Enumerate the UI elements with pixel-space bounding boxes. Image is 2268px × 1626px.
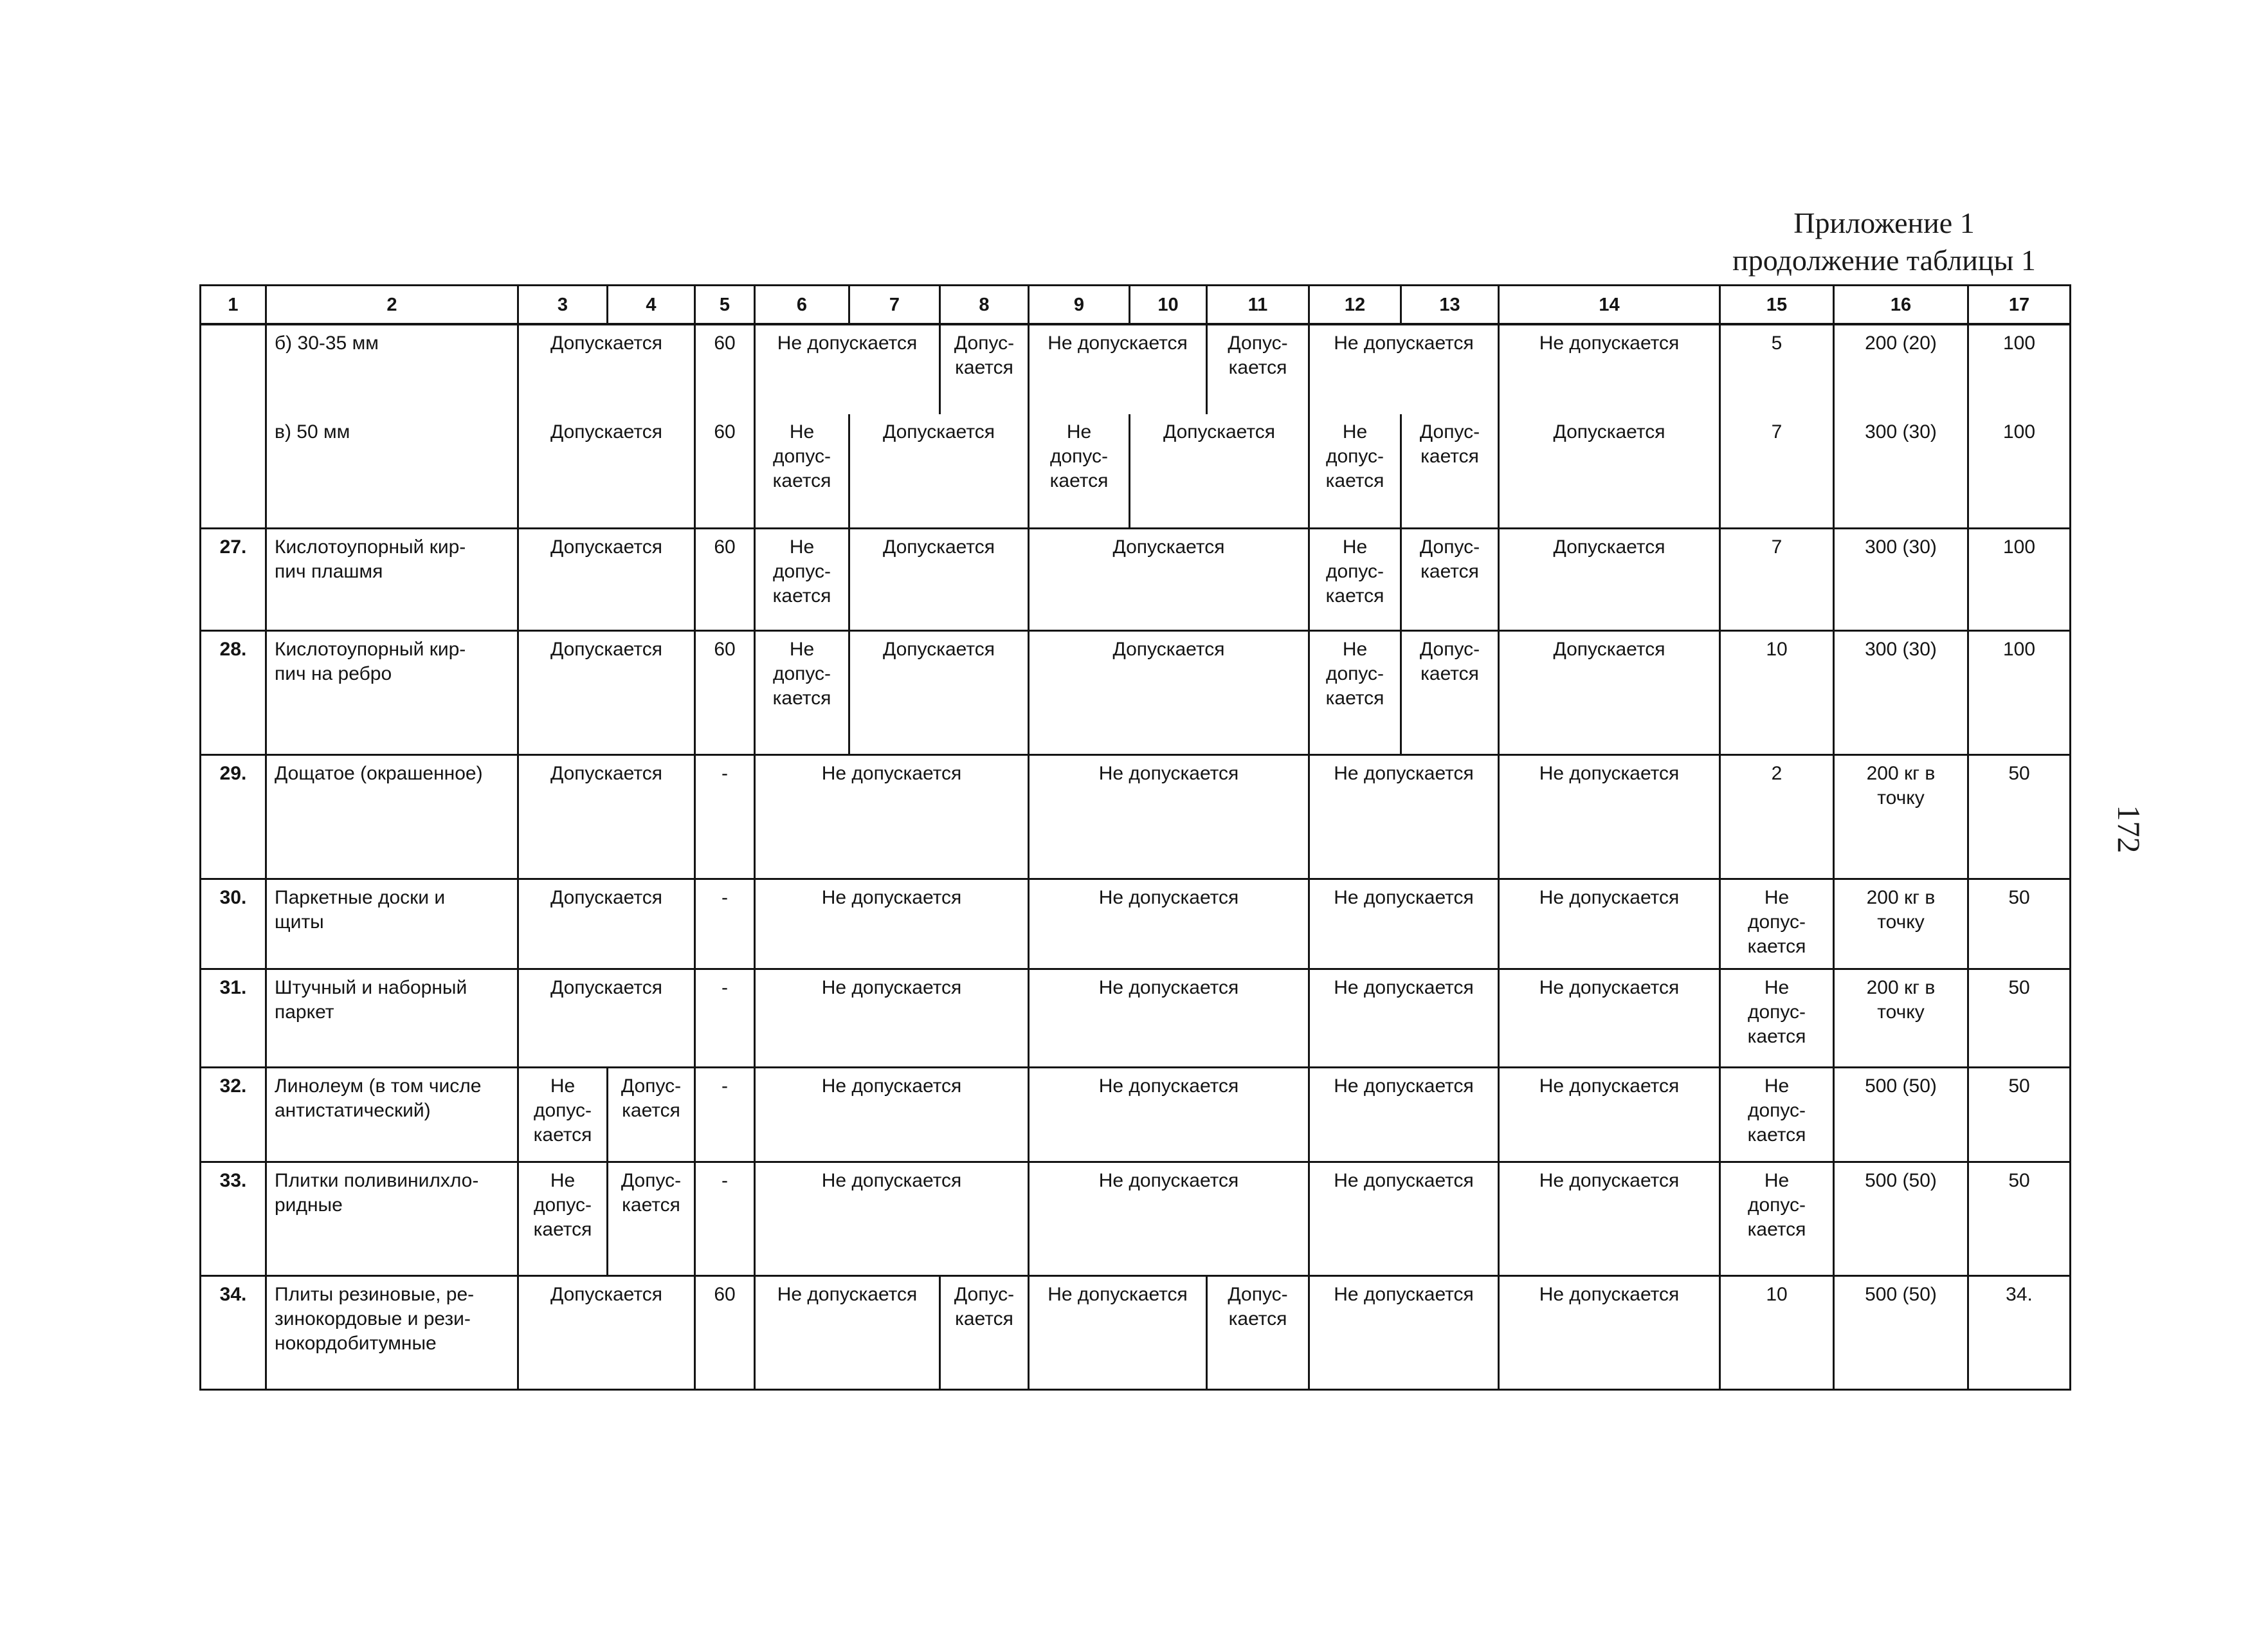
table-cell: Не допускается xyxy=(1499,1067,1720,1162)
table-cell: 100 xyxy=(1968,630,2071,754)
table-row xyxy=(201,414,2071,528)
table-cell: Не допускается xyxy=(755,969,1029,1067)
column-number-row xyxy=(201,286,2071,325)
table-cell: 5 xyxy=(1720,324,1834,414)
material-name: в) 50 мм xyxy=(266,414,518,528)
table-cell: 500 (50) xyxy=(1834,1162,1968,1275)
column-header: 14 xyxy=(1499,286,1720,325)
column-header: 1 xyxy=(201,286,266,325)
table-cell: Допускается xyxy=(518,414,695,528)
table-cell: Допус- кается xyxy=(608,1067,695,1162)
table-cell: Не допускается xyxy=(1499,969,1720,1067)
table-cell: Допус- кается xyxy=(940,324,1029,414)
material-name: Кислотоупорный кир- пич плашмя xyxy=(266,528,518,630)
table-cell: 34. xyxy=(1968,1275,2071,1389)
table-cell: Не допус- кается xyxy=(755,630,849,754)
column-header: 12 xyxy=(1309,286,1401,325)
row-number xyxy=(201,414,266,528)
table-cell: Не допускается xyxy=(1029,879,1309,969)
row-number: 28. xyxy=(201,630,266,754)
table-cell: 500 (50) xyxy=(1834,1275,1968,1389)
table-cell: - xyxy=(695,879,755,969)
table-cell: 60 xyxy=(695,324,755,414)
material-name: Дощатое (окрашенное) xyxy=(266,754,518,879)
table-cell: 10 xyxy=(1720,1275,1834,1389)
table-cell: 50 xyxy=(1968,969,2071,1067)
table-cell: Не допускается xyxy=(1029,1162,1309,1275)
table-cell: 50 xyxy=(1968,754,2071,879)
table-cell: 10 xyxy=(1720,630,1834,754)
table-cell: Не допус- кается xyxy=(1720,1067,1834,1162)
page-number: 172 xyxy=(2111,805,2147,854)
table-cell: 200 кг в точку xyxy=(1834,879,1968,969)
column-header: 9 xyxy=(1029,286,1130,325)
table-header xyxy=(201,286,2071,325)
table-cell: 300 (30) xyxy=(1834,414,1968,528)
row-number: 27. xyxy=(201,528,266,630)
table-cell: Допускается xyxy=(1029,528,1309,630)
table-cell: Не допускается xyxy=(1309,879,1499,969)
table-cell: Не допускается xyxy=(1309,324,1499,414)
table-cell: 100 xyxy=(1968,324,2071,414)
table-cell: Допускается xyxy=(518,879,695,969)
table-cell: Не допус- кается xyxy=(1309,414,1401,528)
table-cell: Не допускается xyxy=(1499,1275,1720,1389)
table-cell: Допускается xyxy=(518,528,695,630)
table-row xyxy=(201,879,2071,969)
row-number xyxy=(201,324,266,414)
table-cell: Допускается xyxy=(1499,528,1720,630)
table-cell: Не допускается xyxy=(1499,324,1720,414)
row-number: 33. xyxy=(201,1162,266,1275)
table-cell: - xyxy=(695,754,755,879)
column-header: 6 xyxy=(755,286,849,325)
table-cell: Не допускается xyxy=(1029,754,1309,879)
row-number: 32. xyxy=(201,1067,266,1162)
table-cell: Не допус- кается xyxy=(518,1162,608,1275)
table-cell: Не допускается xyxy=(1499,754,1720,879)
table-cell: Не допускается xyxy=(755,1067,1029,1162)
material-name: Плитки поливинилхло- ридные xyxy=(266,1162,518,1275)
column-header: 5 xyxy=(695,286,755,325)
table-cell: Допускается xyxy=(1499,630,1720,754)
requirements-table xyxy=(199,284,2071,1391)
table-body xyxy=(201,324,2071,1389)
table-cell: Не допус- кается xyxy=(1720,969,1834,1067)
table-cell: Не допускается xyxy=(1309,969,1499,1067)
table-row xyxy=(201,969,2071,1067)
table-cell: Не допускается xyxy=(1029,1275,1207,1389)
table-cell: 300 (30) xyxy=(1834,630,1968,754)
table-cell: Не допускается xyxy=(1309,1067,1499,1162)
column-header: 4 xyxy=(608,286,695,325)
column-header: 3 xyxy=(518,286,608,325)
table-cell: Не допускается xyxy=(755,1275,940,1389)
table-cell: 50 xyxy=(1968,1162,2071,1275)
table-cell: Не допус- кается xyxy=(1720,1162,1834,1275)
table-row xyxy=(201,528,2071,630)
table-cell: Не допускается xyxy=(755,754,1029,879)
table-cell: Не допускается xyxy=(755,1162,1029,1275)
table-cell: Допускается xyxy=(518,324,695,414)
table-cell: Не допускается xyxy=(1029,1067,1309,1162)
material-name: Кислотоупорный кир- пич на ребро xyxy=(266,630,518,754)
material-name: б) 30-35 мм xyxy=(266,324,518,414)
table-cell: Допускается xyxy=(518,630,695,754)
material-name: Паркетные доски и щиты xyxy=(266,879,518,969)
table-cell: Допускается xyxy=(1130,414,1309,528)
table-cell: - xyxy=(695,969,755,1067)
column-header: 10 xyxy=(1130,286,1207,325)
table-cell: Не допускается xyxy=(1309,1275,1499,1389)
table-cell: Не допускается xyxy=(1029,969,1309,1067)
table-cell: Допус- кается xyxy=(608,1162,695,1275)
column-header: 13 xyxy=(1401,286,1499,325)
table-cell: Не допус- кается xyxy=(755,528,849,630)
table-cell: Допускается xyxy=(1499,414,1720,528)
appendix-subtitle: продолжение таблицы 1 xyxy=(1732,244,2036,277)
table-cell: 300 (30) xyxy=(1834,528,1968,630)
table-cell: 500 (50) xyxy=(1834,1067,1968,1162)
table-cell: 7 xyxy=(1720,528,1834,630)
table-cell: Не допускается xyxy=(755,324,940,414)
table-cell: 100 xyxy=(1968,414,2071,528)
table-row xyxy=(201,1067,2071,1162)
table-cell: 200 кг в точку xyxy=(1834,969,1968,1067)
table-cell: Не допускается xyxy=(755,879,1029,969)
table-cell: 100 xyxy=(1968,528,2071,630)
table-cell: Не допус- кается xyxy=(1029,414,1130,528)
table-cell: Не допус- кается xyxy=(1309,630,1401,754)
table-row xyxy=(201,324,2071,414)
table-cell: Допус- кается xyxy=(940,1275,1029,1389)
table-cell: Допускается xyxy=(849,630,1029,754)
table-cell: 60 xyxy=(695,414,755,528)
table-row xyxy=(201,754,2071,879)
table-cell: Допускается xyxy=(849,414,1029,528)
row-number: 34. xyxy=(201,1275,266,1389)
table-cell: Допус- кается xyxy=(1401,630,1499,754)
row-number: 30. xyxy=(201,879,266,969)
table-cell: 50 xyxy=(1968,1067,2071,1162)
table-cell: Допускается xyxy=(518,1275,695,1389)
table-cell: Допус- кается xyxy=(1207,324,1309,414)
table-cell: Не допус- кается xyxy=(1309,528,1401,630)
table-cell: 2 xyxy=(1720,754,1834,879)
column-header: 11 xyxy=(1207,286,1309,325)
table-row xyxy=(201,1275,2071,1389)
row-number: 31. xyxy=(201,969,266,1067)
table-cell: Допускается xyxy=(518,969,695,1067)
table-cell: 60 xyxy=(695,1275,755,1389)
table-cell: Допускается xyxy=(849,528,1029,630)
appendix-heading xyxy=(1714,205,2055,279)
table-cell: 60 xyxy=(695,630,755,754)
material-name: Штучный и наборный паркет xyxy=(266,969,518,1067)
table-cell: Не допус- кается xyxy=(518,1067,608,1162)
column-header: 15 xyxy=(1720,286,1834,325)
table-cell: Не допус- кается xyxy=(1720,879,1834,969)
table-cell: Допускается xyxy=(1029,630,1309,754)
table-cell: Допускается xyxy=(518,754,695,879)
material-name: Линолеум (в том числе антистатический) xyxy=(266,1067,518,1162)
table-cell: Не допускается xyxy=(1499,879,1720,969)
table-cell: Допус- кается xyxy=(1207,1275,1309,1389)
table-cell: Не допускается xyxy=(1309,1162,1499,1275)
table-cell: Допус- кается xyxy=(1401,528,1499,630)
table-cell: 200 (20) xyxy=(1834,324,1968,414)
table-cell: Не допус- кается xyxy=(755,414,849,528)
table-row xyxy=(201,1162,2071,1275)
material-name: Плиты резиновые, ре- зинокордовые и рези- нокордобитумные xyxy=(266,1275,518,1389)
appendix-title: Приложение 1 xyxy=(1793,206,1975,239)
table-cell: - xyxy=(695,1067,755,1162)
table-cell: 60 xyxy=(695,528,755,630)
table-cell: Не допускается xyxy=(1309,754,1499,879)
column-header: 2 xyxy=(266,286,518,325)
table-cell: 7 xyxy=(1720,414,1834,528)
column-header: 16 xyxy=(1834,286,1968,325)
table-cell: Не допускается xyxy=(1499,1162,1720,1275)
table-cell: Не допускается xyxy=(1029,324,1207,414)
column-header: 7 xyxy=(849,286,940,325)
column-header: 17 xyxy=(1968,286,2071,325)
table-row xyxy=(201,630,2071,754)
column-header: 8 xyxy=(940,286,1029,325)
table-cell: 200 кг в точку xyxy=(1834,754,1968,879)
table-cell: 50 xyxy=(1968,879,2071,969)
row-number: 29. xyxy=(201,754,266,879)
table-cell: - xyxy=(695,1162,755,1275)
table-cell: Допус- кается xyxy=(1401,414,1499,528)
